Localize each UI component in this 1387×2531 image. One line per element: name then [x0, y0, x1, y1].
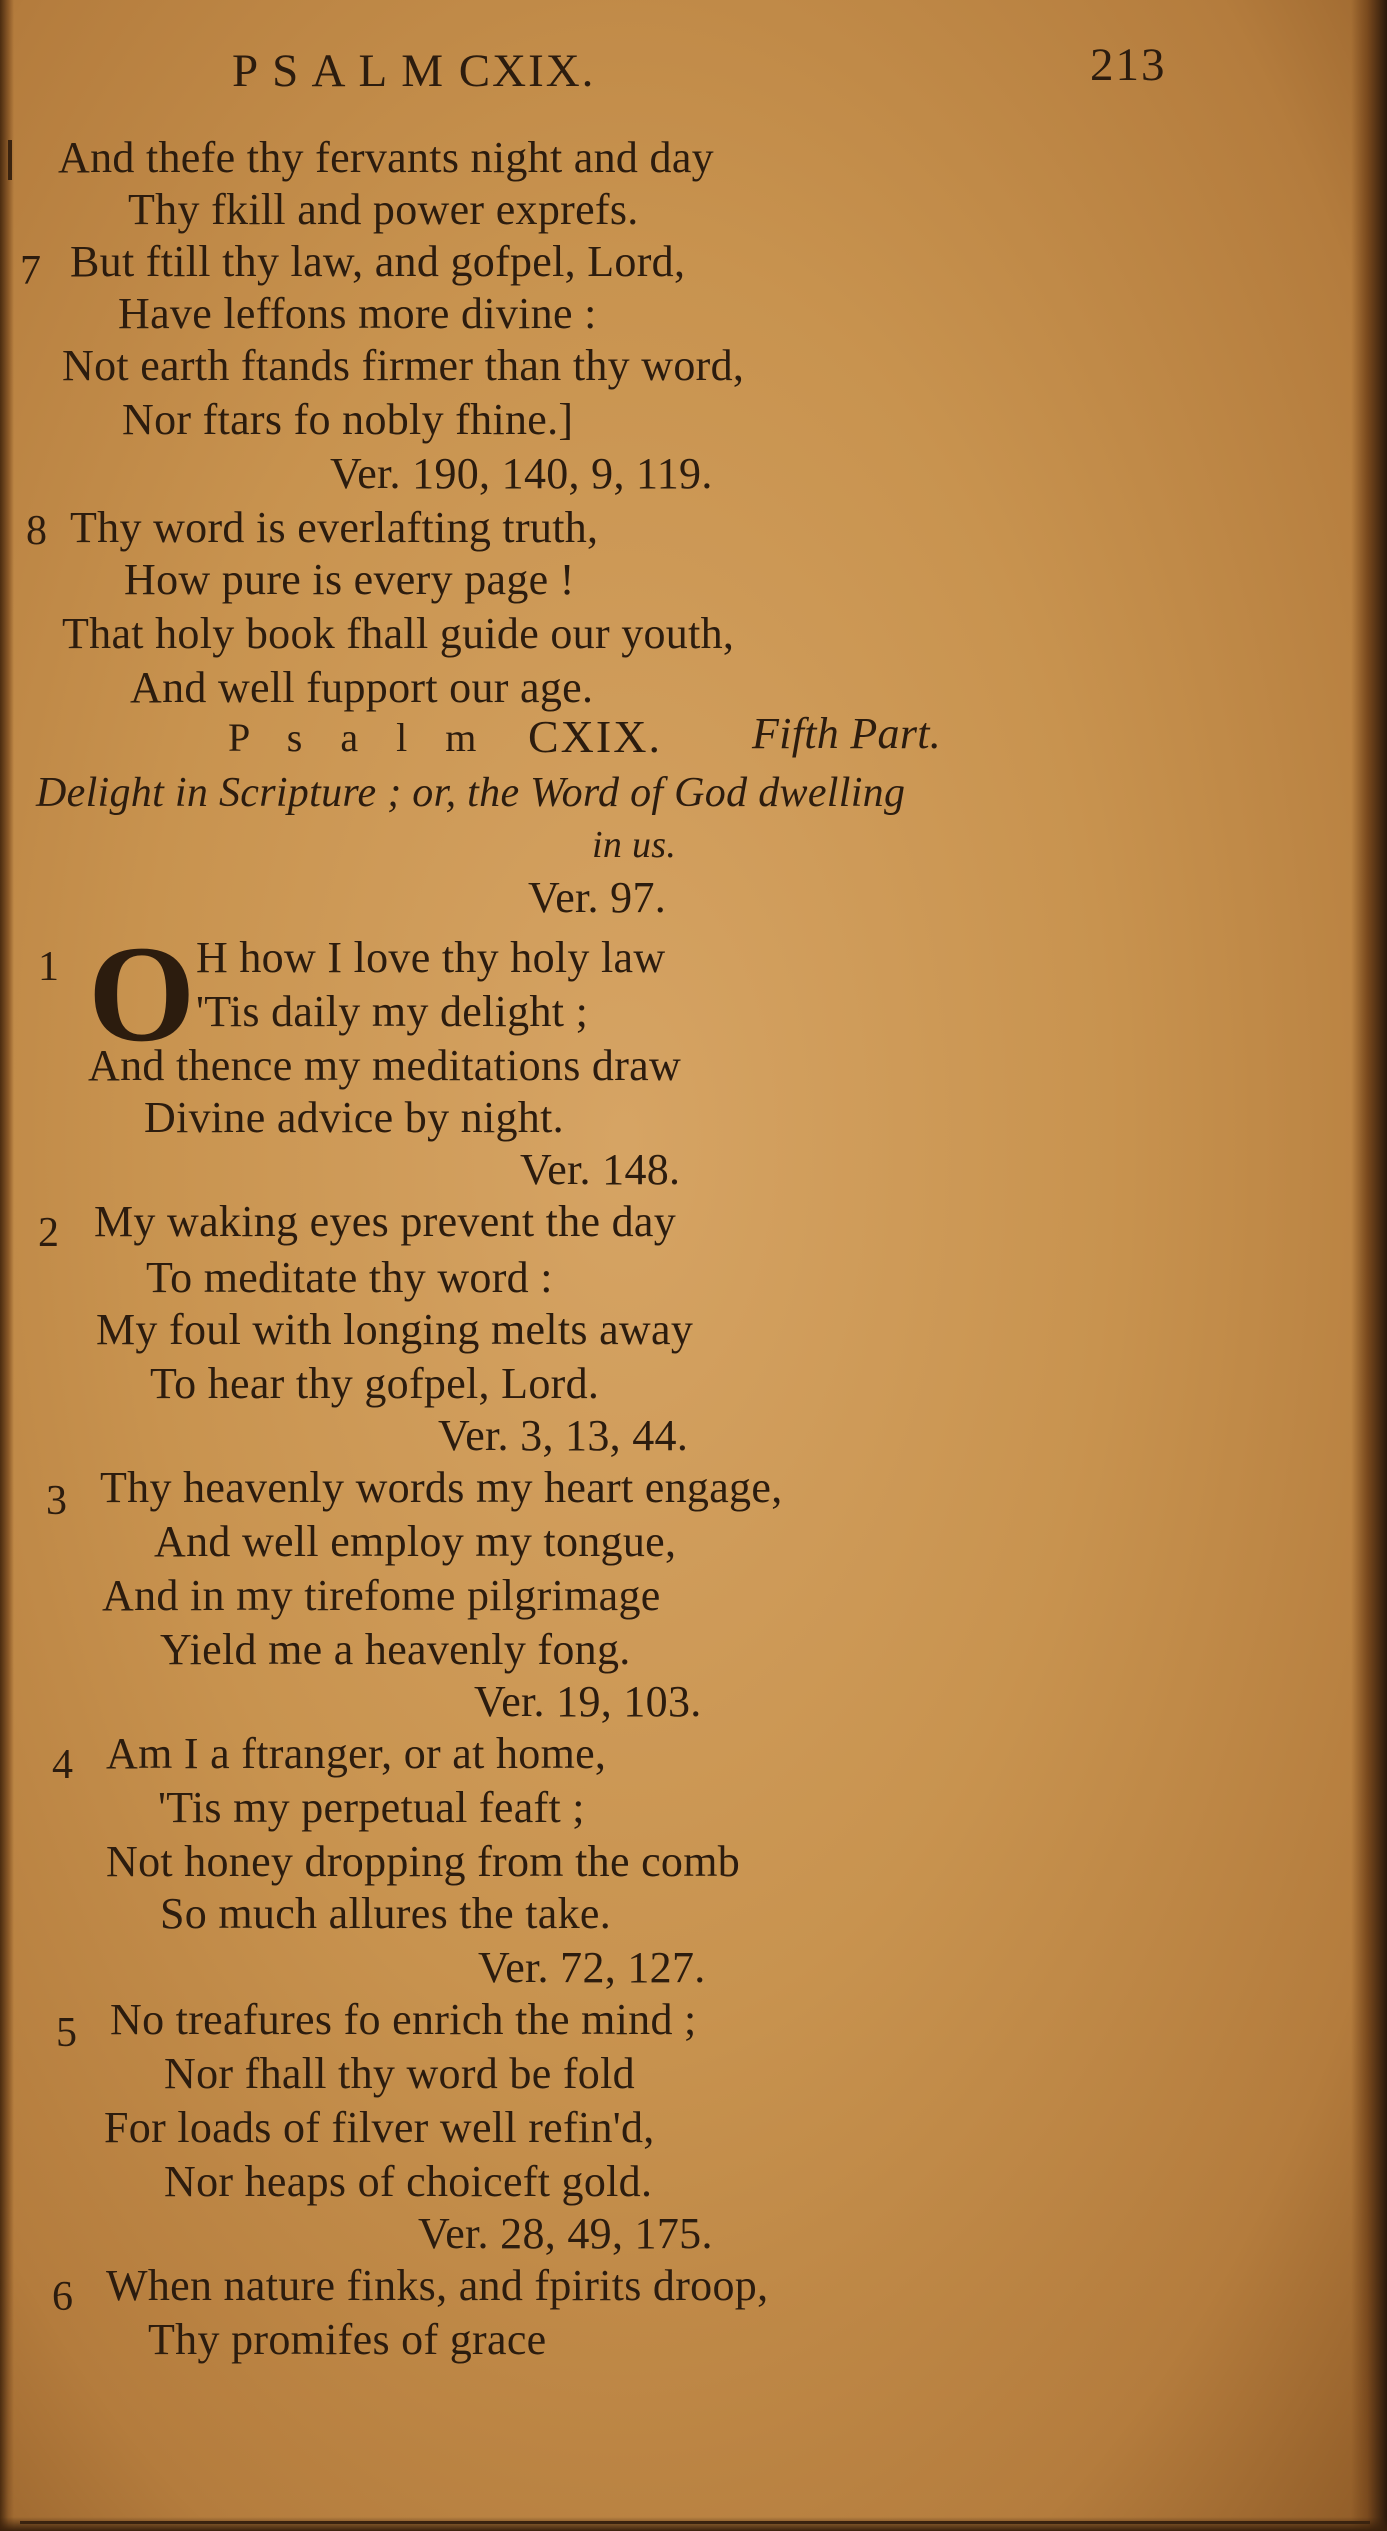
stanza-number: 3	[46, 1478, 67, 1524]
verse-line: And in my tirefome pilgrimage	[102, 1571, 661, 1620]
verse-line: Thy word is everlafting truth,	[70, 503, 599, 552]
verse-line: H how I love thy holy law	[196, 933, 666, 982]
part-subtitle-continued: in us.	[592, 824, 677, 866]
verse-line: And well employ my tongue,	[154, 1517, 677, 1566]
page-right-edge	[1351, 0, 1387, 2531]
part-subtitle: Delight in Scripture ; or, the Word of God dwelling	[36, 770, 906, 816]
verse-line: How pure is every page !	[124, 555, 575, 604]
bottom-rule	[20, 2521, 1370, 2524]
stanza-number: 8	[26, 508, 47, 554]
verse-reference: Ver. 28, 49, 175.	[418, 2209, 713, 2258]
drop-cap: O	[88, 917, 196, 1070]
verse-line: Am I a ftranger, or at home,	[106, 1729, 607, 1778]
verse-reference: Ver. 148.	[520, 1145, 681, 1194]
margin-bracket	[8, 140, 12, 180]
verse-reference: Ver. 190, 140, 9, 119.	[330, 449, 713, 498]
verse-line: My waking eyes prevent the day	[94, 1197, 677, 1246]
verse-line: No treafures fo enrich the mind ;	[110, 1995, 697, 2044]
verse-line: For loads of filver well refin'd,	[104, 2103, 655, 2152]
verse-line: Have leffons more divine :	[118, 289, 597, 338]
stanza-number: 5	[56, 2010, 77, 2056]
page-bottom-edge	[0, 2517, 1387, 2531]
verse-line: And thefe thy fervants night and day	[58, 133, 714, 182]
verse-line: Divine advice by night.	[144, 1093, 564, 1142]
verse-line: Nor fhall thy word be fold	[164, 2049, 635, 2098]
verse-line: So much allures the take.	[160, 1889, 612, 1938]
verse-line: When nature finks, and fpirits droop,	[106, 2261, 769, 2310]
verse-line: And well fupport our age.	[130, 663, 594, 712]
verse-line: Thy promifes of grace	[148, 2315, 547, 2364]
verse-reference: Ver. 19, 103.	[474, 1677, 702, 1726]
verse-reference: Ver. 97.	[528, 873, 667, 922]
running-title: P S A L M CXIX.	[232, 45, 596, 97]
stanza-number: 1	[38, 944, 59, 990]
page-number: 213	[1090, 39, 1167, 91]
verse-line: Thy heavenly words my heart engage,	[100, 1463, 783, 1512]
verse-line: Not honey dropping from the comb	[106, 1837, 741, 1886]
stanza-number: 6	[52, 2274, 73, 2320]
part-title-numeral: CXIX.	[528, 711, 662, 762]
part-title-part: Fifth Part.	[752, 709, 942, 758]
verse-line: Yield me a heavenly fong.	[160, 1625, 631, 1674]
stanza-number: 2	[38, 1210, 59, 1256]
stanza-number: 4	[52, 1742, 73, 1788]
verse-line: To meditate thy word :	[146, 1253, 553, 1302]
verse-line: That holy book fhall guide our youth,	[62, 609, 735, 658]
verse-line: But ftill thy law, and gofpel, Lord,	[70, 237, 686, 286]
verse-line: Nor heaps of choiceft gold.	[164, 2157, 653, 2206]
part-title-prefix: P s a l m	[228, 715, 491, 760]
stanza-number: 7	[20, 248, 41, 294]
verse-line: 'Tis my perpetual feaft ;	[158, 1783, 585, 1832]
verse-line: Nor ftars fo nobly fhine.]	[122, 395, 574, 444]
verse-reference: Ver. 3, 13, 44.	[438, 1411, 689, 1460]
verse-line: And thence my meditations draw	[88, 1041, 682, 1090]
verse-line: 'Tis daily my delight ;	[196, 987, 589, 1036]
page-left-edge	[0, 0, 14, 2531]
verse-line: Thy fkill and power exprefs.	[128, 185, 639, 234]
verse-line: Not earth ftands firmer than thy word,	[62, 341, 745, 390]
verse-line: My foul with longing melts away	[96, 1305, 694, 1354]
verse-reference: Ver. 72, 127.	[478, 1943, 706, 1992]
verse-line: To hear thy gofpel, Lord.	[150, 1359, 600, 1408]
